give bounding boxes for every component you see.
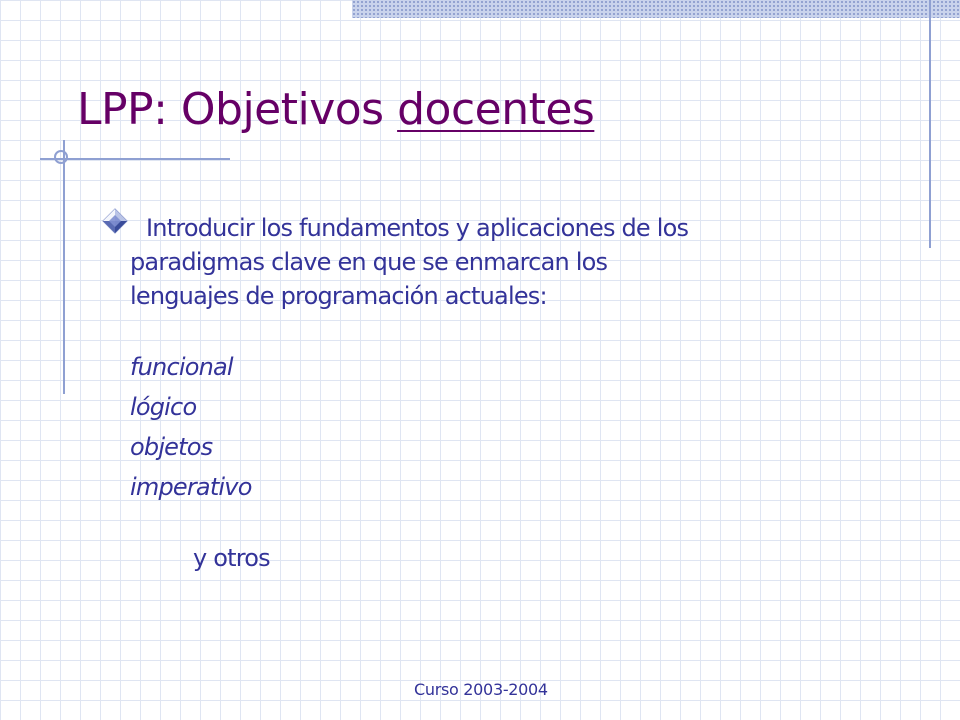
extra-item: y otros <box>193 544 270 572</box>
title-decorative-line <box>40 158 230 160</box>
slide-title-prefix: LPP: Objetivos <box>77 84 398 135</box>
decorative-circle <box>54 150 68 164</box>
slide-title <box>77 82 594 138</box>
slide-title-underlined: docentes <box>397 84 595 135</box>
bullet-line: lenguajes de programación actuales: <box>130 282 547 310</box>
slide-footer: Curso 2003-2004 <box>414 680 548 699</box>
top-decorative-band <box>352 0 960 18</box>
paradigm-item: imperativo <box>130 473 252 501</box>
paradigm-item: lógico <box>130 393 197 421</box>
bullet-content <box>130 211 850 575</box>
spacer <box>130 313 850 347</box>
paradigm-item: objetos <box>130 433 213 461</box>
paradigm-item: funcional <box>130 353 233 381</box>
left-decorative-line <box>63 140 65 394</box>
bullet-line: Introducir los fundamentos y aplicaciones de los <box>146 214 689 242</box>
bullet-line: paradigmas clave en que se enmarcan los <box>130 248 608 276</box>
right-decorative-line <box>929 0 931 248</box>
diamond-bullet-icon <box>102 208 128 234</box>
